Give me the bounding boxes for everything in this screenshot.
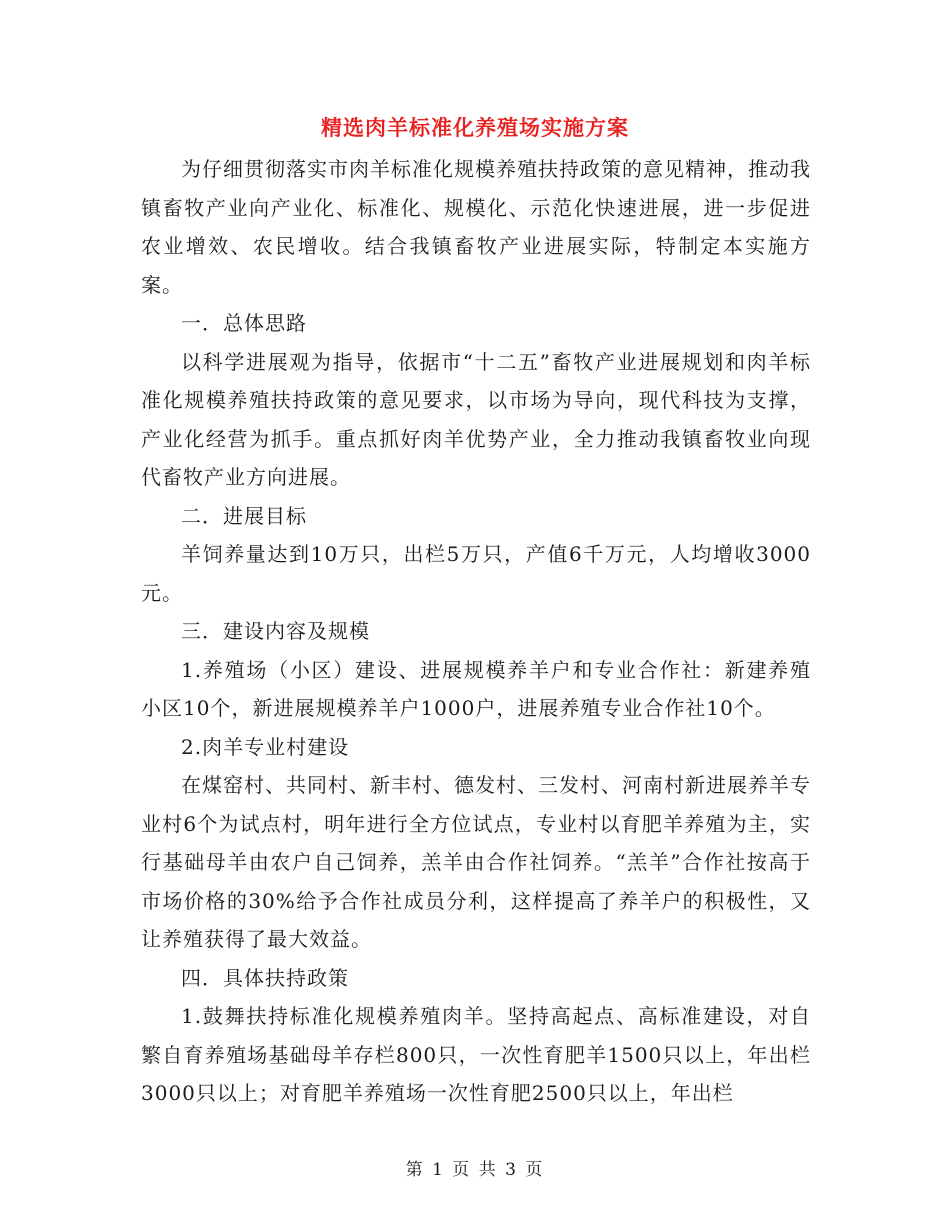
document-body <box>141 150 811 1113</box>
page-indicator: 第 1 页 共 3 页 <box>405 1160 545 1180</box>
paragraph-intro: 为仔细贯彻落实市肉羊标准化规模养殖扶持政策的意见精神，推动我镇畜牧产业向产业化、标准化、规模化、示范化快速进展，进一步促进农业增效、农民增收。结合我镇畜牧产业进展实际，特制定本实施方案。 <box>141 157 811 297</box>
paragraph-section-1: 以科学进展观为指导，依据市“十二五”畜牧产业进展规划和肉羊标准化规模养殖扶持政策的意见要求，以市场为导向，现代科技为支撑，产业化经营为抓手。重点抓好肉羊优势产业，全力推动我镇畜牧业向现代畜牧产业方向进展。 <box>141 349 811 489</box>
paragraph-section-3-item-1: 1.养殖场（小区）建设、进展规模养羊户和专业合作社：新建养殖小区10个，新进展规模养羊户1000户，进展养殖专业合作社10个。 <box>141 657 811 720</box>
section-heading-1: 一．总体思路 <box>181 311 307 335</box>
document-title: 精选肉羊标准化养殖场实施方案 <box>321 115 629 140</box>
section-heading-2: 二．进展目标 <box>181 503 307 528</box>
section-heading-4: 四．具体扶持政策 <box>181 965 349 990</box>
paragraph-section-2: 羊饲养量达到10万只，出栏5万只，产值6千万元，人均增收3000元。 <box>141 542 811 605</box>
paragraph-section-3-item-2-body: 在煤窑村、共同村、新丰村、德发村、三发村、河南村新进展养羊专业村6个为试点村，明年进行全方位试点，专业村以育肥羊养殖为主，实行基础母羊由农户自己饲养，羔羊由合作社饲养。“羔羊”合作社按高于市场价格的30%给予合作社成员分利，这样提高了养羊户的积极性，又让养殖获得了最大效益。 <box>141 773 811 951</box>
section-heading-3: 三．建设内容及规模 <box>181 619 370 643</box>
paragraph-section-4-item-1: 1.鼓舞扶持标准化规模养殖肉羊。坚持高起点、高标准建设，对自繁自育养殖场基础母羊存栏800只，一次性育肥羊1500只以上，年出栏3000只以上；对育肥羊养殖场一次性育肥2500只以上，年出栏 <box>141 1004 811 1105</box>
paragraph-section-3-item-2: 2.肉羊专业村建设 <box>181 734 350 759</box>
